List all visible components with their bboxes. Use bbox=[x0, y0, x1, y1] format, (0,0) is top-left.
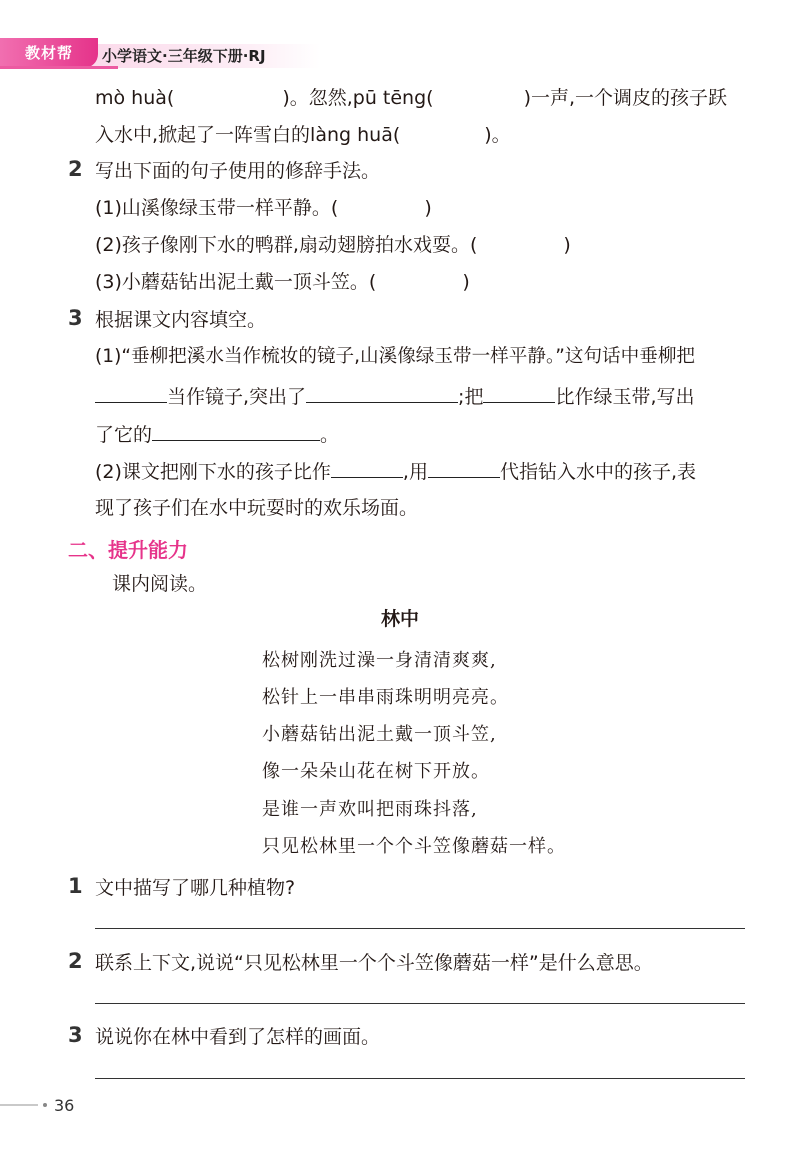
question-2-2: (2)孩子像刚下水的鸭群,扇动翅膀拍水戏耍。( ) bbox=[95, 231, 571, 258]
question-2-1: (1)山溪像绿玉带一样平静。( ) bbox=[95, 194, 432, 221]
pinyin-puteng: pū tēng( bbox=[352, 87, 434, 109]
poem-line: 只见松林里一个个斗笠像蘑菇一样。 bbox=[262, 836, 566, 857]
answer-blank[interactable] bbox=[428, 457, 500, 478]
answer-blank[interactable] bbox=[306, 382, 458, 403]
reading-intro: 课内阅读。 bbox=[112, 573, 208, 595]
poem-line: 是谁一声欢叫把雨珠抖落, bbox=[262, 799, 478, 820]
question-number: 3 bbox=[68, 306, 83, 330]
answer-blank[interactable] bbox=[376, 268, 462, 288]
subject-label: 小学语文·三年级下册·RJ bbox=[86, 44, 320, 68]
question-2-3: (3)小蘑菇钻出泥土戴一顶斗笠。( ) bbox=[95, 268, 470, 295]
brand-badge: 教材帮 bbox=[0, 38, 98, 68]
answer-blank[interactable] bbox=[400, 121, 484, 141]
header-accent-bar bbox=[0, 66, 118, 69]
question-3-2-line-2: 现了孩子们在水中玩耍时的欢乐场面。 bbox=[95, 497, 419, 519]
section-title: 二、提升能力 bbox=[68, 538, 188, 562]
footer-bar bbox=[0, 1104, 38, 1106]
poem-line: 小蘑菇钻出泥土戴一顶斗笠, bbox=[262, 724, 497, 745]
reading-question-2: 联系上下文,说说“只见松林里一个个斗笠像蘑菇一样”是什么意思。 bbox=[95, 952, 653, 974]
page-number: 36 bbox=[54, 1096, 75, 1115]
poem-line: 松树刚洗过澡一身清清爽爽, bbox=[262, 650, 497, 671]
question-3-1-line-3: 了它的 。 bbox=[95, 420, 339, 448]
answer-line[interactable] bbox=[95, 928, 745, 929]
answer-line[interactable] bbox=[95, 1078, 745, 1079]
reading-question-1: 文中描写了哪几种植物? bbox=[95, 877, 296, 899]
question-number: 3 bbox=[68, 1023, 83, 1047]
answer-blank[interactable] bbox=[331, 457, 403, 478]
continuation-line-1: mò huà( )。忽然,pū tēng( )一声,一个调皮的孩子跃 bbox=[95, 84, 727, 111]
question-3-title: 根据课文内容填空。 bbox=[95, 309, 267, 331]
answer-blank[interactable] bbox=[338, 194, 424, 214]
answer-blank[interactable] bbox=[434, 84, 524, 104]
answer-blank[interactable] bbox=[95, 382, 167, 403]
question-2-title: 写出下面的句子使用的修辞手法。 bbox=[95, 160, 381, 182]
answer-blank[interactable] bbox=[483, 382, 555, 403]
page-header bbox=[0, 38, 330, 68]
answer-blank[interactable] bbox=[477, 231, 563, 251]
question-3-1-line-2: 当作镜子,突出了 ;把 比作绿玉带,写出 bbox=[95, 382, 695, 410]
answer-line[interactable] bbox=[95, 1003, 745, 1004]
answer-blank[interactable] bbox=[174, 84, 282, 104]
continuation-line-2: 入水中,掀起了一阵雪白的làng huā( )。 bbox=[95, 121, 511, 148]
reading-question-3: 说说你在林中看到了怎样的画面。 bbox=[95, 1026, 381, 1048]
answer-blank[interactable] bbox=[152, 420, 320, 441]
question-3-2-line-1: (2)课文把刚下水的孩子比作 ,用 代指钻入水中的孩子,表 bbox=[95, 457, 696, 485]
question-number: 2 bbox=[68, 157, 83, 181]
poem-title: 林中 bbox=[380, 608, 419, 630]
poem-line: 松针上一串串雨珠明明亮亮。 bbox=[262, 687, 509, 708]
footer-dot bbox=[43, 1103, 47, 1107]
question-3-1-line-1: (1)“垂柳把溪水当作梳妆的镜子,山溪像绿玉带一样平静。”这句话中垂柳把 bbox=[95, 346, 696, 367]
question-number: 1 bbox=[68, 874, 83, 898]
poem-line: 像一朵朵山花在树下开放。 bbox=[262, 761, 490, 782]
question-number: 2 bbox=[68, 949, 83, 973]
pinyin-langhua: làng huā( bbox=[310, 124, 401, 146]
pinyin-mohua: mò huà( bbox=[95, 87, 175, 109]
